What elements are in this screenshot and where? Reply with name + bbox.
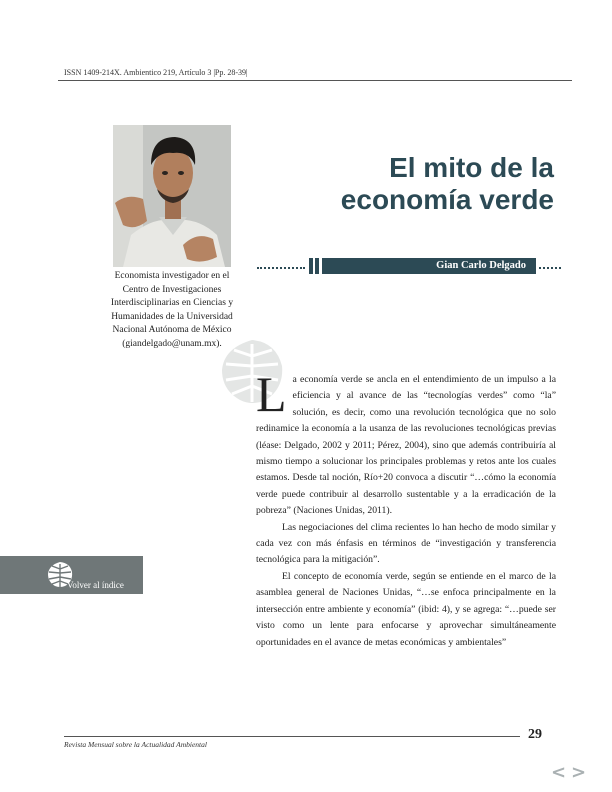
author-photo — [113, 125, 231, 267]
paragraph-1 — [256, 366, 556, 520]
issn-header: ISSN 1409-214X. Ambientico 219, Artículo 3 |Pp. 28-39| — [64, 68, 248, 77]
next-page-button[interactable]: > — [571, 762, 587, 783]
article-body — [256, 366, 556, 651]
title-line-2: economía verde — [340, 184, 554, 215]
footer-divider — [64, 736, 520, 737]
paragraph-1-text: a economía verde se ancla en el entendimiento de un impulso a la eficiencia y al avance de las “tecnologías verdes” como “la” solución, es decir, como una revolución tecnológica que no solo redinamice la economía a la usanza de las revoluciones tecnológicas previas (léase: Delgado, 2002 y 2011; Pérez, 2004), sino que además contribuiría al mismo tiempo a solucionar los principales problemas y retos ante los cuales estamos. Desde tal noción, Río+20 convoca a discutir “…cómo la economía verde puede contribuir al desarrollo sustentable y a la erradicación de la pobreza” (Naciones Unidas, 2011). — [256, 374, 556, 517]
back-to-index-label[interactable]: Volver al índice — [67, 580, 124, 590]
author-dots-right — [539, 267, 561, 269]
article-title — [254, 152, 554, 216]
prev-page-button[interactable]: < — [551, 762, 567, 783]
author-dots-left — [257, 267, 305, 269]
header-divider — [58, 80, 572, 81]
author-name: Gian Carlo Delgado — [322, 258, 536, 274]
author-bio: Economista investigador en el Centro de Investigaciones Interdisciplinarias en Ciencias y Humanidades de la Universidad Nacional Autónoma de México (giandelgado@unam.mx). — [110, 271, 234, 349]
page-number: 29 — [528, 727, 542, 742]
paragraph-3: El concepto de economía verde, según se entiende en el marco de la asamblea general de Naciones Unidas, “…se enfoca principalmente en la intersección entre ambiente y economía” (ibid: 4), y se agrega: “…puede ser visto como un lente para enfocarse y aprovechar simultáneamente oportunidades en el avance de metas económicas y ambientales” — [256, 570, 556, 648]
author-bar-accent — [309, 258, 313, 274]
journal-name: Revista Mensual sobre la Actualidad Ambiental — [64, 740, 207, 749]
author-bar-accent — [315, 258, 319, 274]
title-line-1: El mito de la — [389, 152, 554, 183]
author-portrait-icon — [113, 125, 231, 267]
paragraph-2: Las negociaciones del clima recientes lo han hecho de modo similar y cada vez con más énfasis en términos de “investigación y transferencia tecnológica para la mitigación”. — [256, 521, 556, 566]
drop-cap: L — [256, 366, 287, 422]
